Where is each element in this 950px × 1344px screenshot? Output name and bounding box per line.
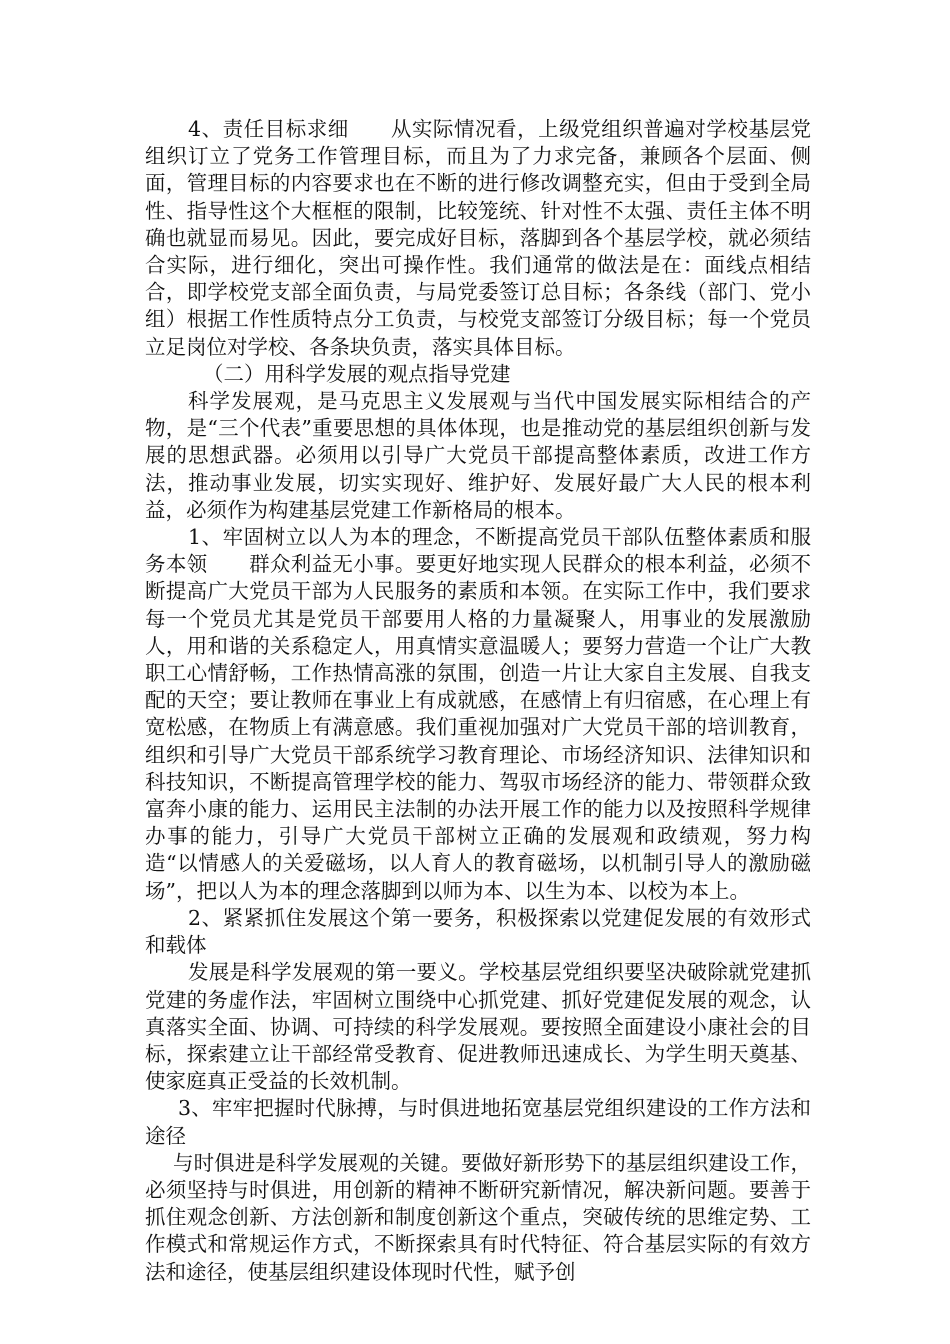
document-page xyxy=(145,116,811,1286)
paragraph-development-first: 发展是科学发展观的第一要义。学校基层党组织要坚决破除就党建抓党建的务虚作法，牢固树立围绕中心抓党建、抓好党建促发展的观念，认真落实全面、协调、可持续的科学发展观。要按照全面建设小康社会的目标，探索建立让干部经常受教育、促进教师迅速成长、为学生明天奠基、使家庭真正受益的长效机制。 xyxy=(145,960,811,1094)
section-heading-scientific-development: （二）用科学发展的观点指导党建 xyxy=(203,361,511,386)
paragraph-scientific-development-intro: 科学发展观，是马克思主义发展观与当代中国发展实际相结合的产物，是“三个代表”重要思想的具体体现，也是推动党的基层组织创新与发展的思想武器。必须用以引导广大党员干部提高整体素质，改进工作方法，推动事业发展，切实实现好、维护好、发展好最广大人民的根本利益，必须作为构建基层党建工作新格局的根本。 xyxy=(145,389,811,522)
paragraph-responsibility-targets: 4、责任目标求细 从实际情况看，上级党组织普遍对学校基层党组织订立了党务工作管理目标，而且为了力求完备，兼顾各个层面、侧面，管理目标的内容要求也在不断的进行修改调整充实，但由于受到全局性、指导性这个大框框的限制，比较笼统、针对性不太强、责任主体不明确也就显而易见。因此，要完成好目标，落脚到各个基层学校，就必须结合实际，进行细化，突出可操作性。我们通常的做法是在：面线点相结合，即学校党支部全面负责，与局党委签订总目标；各条线（部门、党小组）根据工作性质特点分工负责，与校党支部签订分级目标；每一个党员立足岗位对学校、各条块负责，落实具体目标。 xyxy=(145,117,811,359)
paragraph-heading-keep-pace: 3、牢牢把握时代脉搏，与时俱进地拓宽基层党组织建设的工作方法和途径 xyxy=(145,1096,811,1148)
paragraph-heading-development-priority: 2、紧紧抓住发展这个第一要务，积极探索以党建促发展的有效形式和载体 xyxy=(145,905,811,958)
paragraph-people-oriented: 1、牢固树立以人为本的理念，不断提高党员干部队伍整体素质和服务本领 群众利益无小事。要更好地实现人民群众的根本利益，必须不断提高广大党员干部为人民服务的素质和本领。在实际工作中，我们要求每一个党员尤其是党员干部要用人格的力量凝聚人，用事业的发展激励人，用和谐的关系稳定人，用真情实意温暖人；要努力营造一个让广大教职工心情舒畅，工作热情高涨的氛围，创造一片让大家自主发展、自我支配的天空；要让教师在事业上有成就感，在感情上有归宿感，在心理上有宽松感，在物质上有满意感。我们重视加强对广大党员干部的培训教育，组织和引导广大党员干部系统学习教育理论、市场经济知识、法律知识和科技知识，不断提高管理学校的能力、驾驭市场经济的能力、带领群众致富奔小康的能力、运用民主法制的办法开展工作的能力以及按照科学规律办事的能力，引导广大党员干部树立正确的发展观和政绩观，努力构造“以情感人的关爱磁场，以人育人的教育磁场，以机制引导人的激励磁场”，把以人为本的理念落脚到以师为本、以生为本、以校为本上。 xyxy=(145,525,811,903)
paragraph-keep-pace-with-times: 与时俱进是科学发展观的关键。要做好新形势下的基层组织建设工作，必须坚持与时俱进，用创新的精神不断研究新情况，解决新问题。要善于抓住观念创新、方法创新和制度创新这个重点，突破传统的思维定势、工作模式和常规运作方式，不断探索具有时代特征、符合基层实际的有效方法和途径，使基层组织建设体现时代性，赋予创 xyxy=(145,1150,811,1284)
